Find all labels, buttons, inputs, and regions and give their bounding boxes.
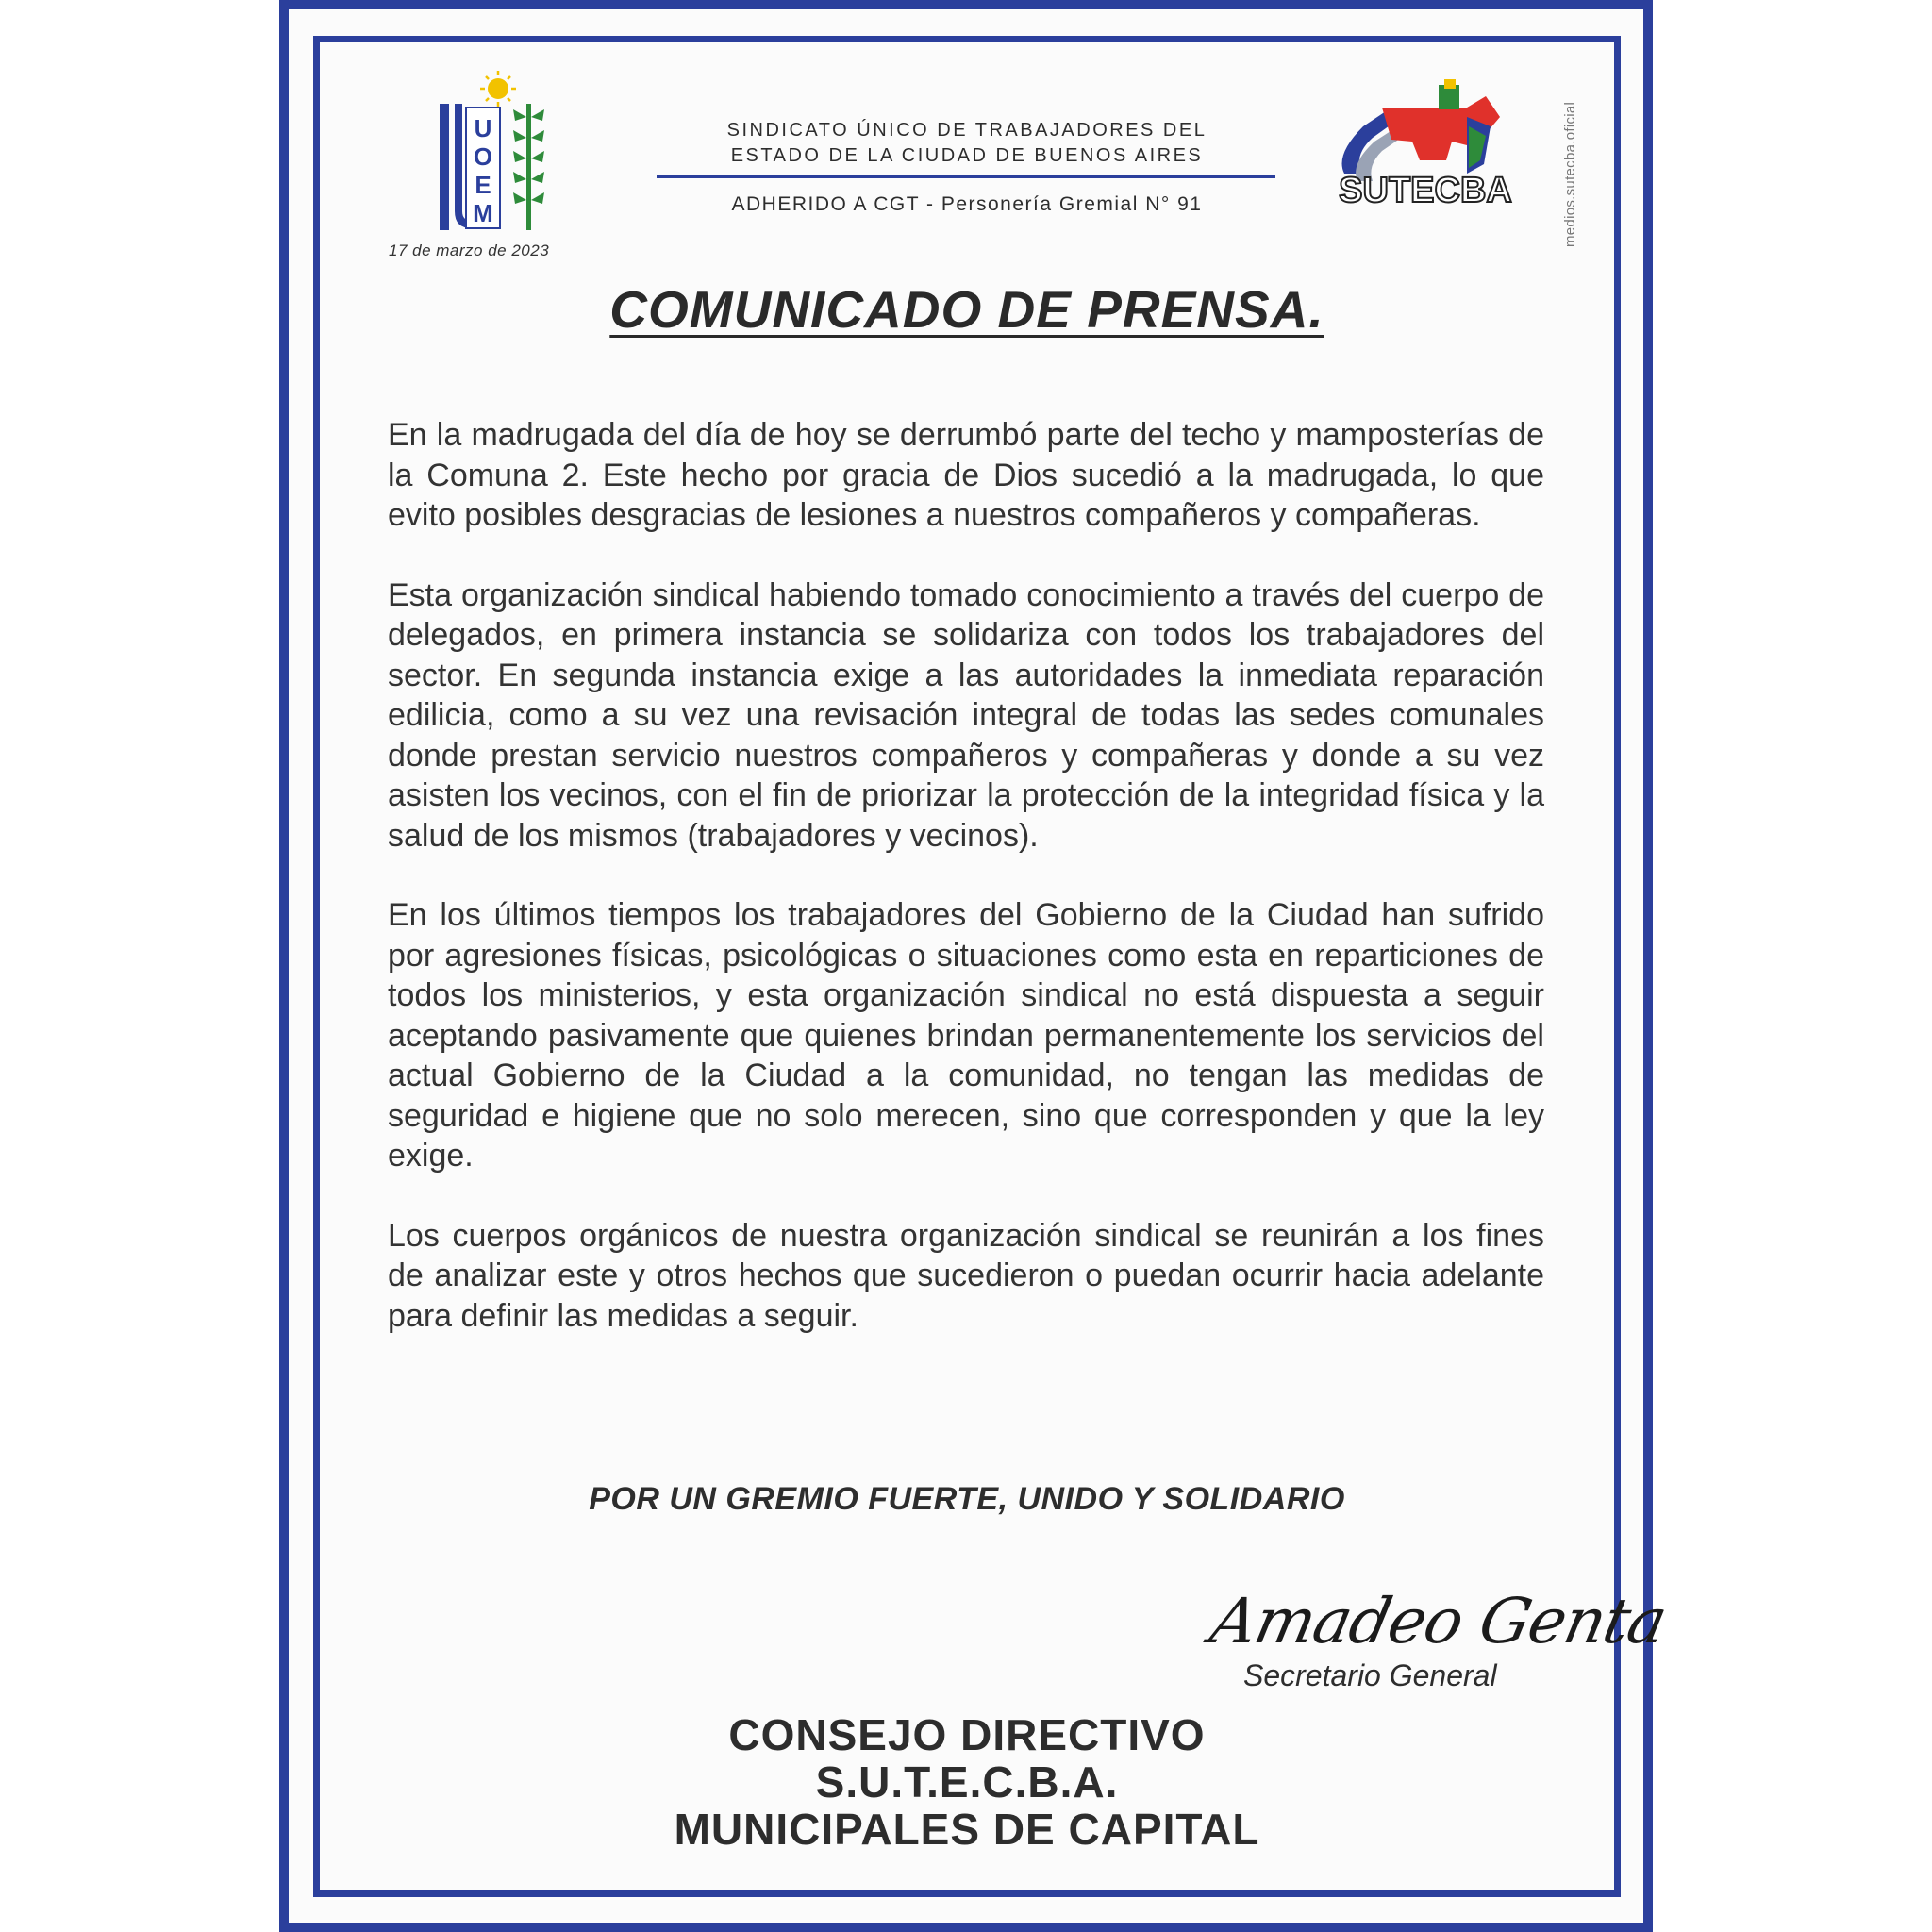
sutecba-logo-text: SUTECBA: [1339, 171, 1512, 210]
svg-text:O: O: [473, 142, 493, 171]
document-date: 17 de marzo de 2023: [389, 242, 550, 259]
org-registration: ADHERIDO A CGT - Personería Gremial N° 91: [731, 193, 1203, 215]
paragraph-2: Esta organización sindical habiendo tomado conocimiento a través del cuerpo de delegados, en primera instancia se solidariza con todos los trabajadores del sector. En segunda instancia exige a las autoridades la inmediata reparación edilicia, como a su vez una revisación integral de todas las sedes comunales donde prestan servicio nuestros compañeros y compañeras y donde a su vez asisten los vecinos, con el fin de priorizar la protección de la integridad física y la salud de los mismos (trabajadores y vecinos).: [388, 576, 1544, 854]
header-divider: [657, 175, 1275, 178]
footer-line-3: MUNICIPALES DE CAPITAL: [674, 1805, 1260, 1854]
sun-icon: [480, 71, 516, 107]
uoem-logo-icon: [436, 70, 553, 236]
footer-line-1: CONSEJO DIRECTIVO: [728, 1710, 1206, 1759]
svg-text:E: E: [475, 171, 491, 199]
paragraph-1: En la madrugada del día de hoy se derrumbó parte del techo y mamposterías de la Comuna 2. Este hecho por gracia de Dios sucedió a la madrugada, lo que evito posibles desgracias de lesiones a nuestros compañeros y compañeras.: [388, 417, 1544, 533]
svg-text:M: M: [473, 199, 493, 227]
wheat-icon: [513, 104, 544, 230]
paragraph-4: Los cuerpos orgánicos de nuestra organización sindical se reunirán a los fines de analizar este y otros hechos que sucedieron o puedan ocurrir hacia adelante para definir las medidas a seguir.: [388, 1217, 1544, 1334]
watermark-handle: medios.sutecba.oficial: [1562, 101, 1578, 247]
sutecba-logo-icon: [1325, 70, 1533, 230]
footer-line-2: S.U.T.E.C.B.A.: [815, 1757, 1119, 1807]
org-name-line-1: SINDICATO ÚNICO DE TRABAJADORES DEL: [726, 120, 1208, 141]
org-name-line-2: ESTADO DE LA CIUDAD DE BUENOS AIRES: [730, 145, 1204, 166]
body-text: [388, 415, 1544, 1375]
svg-text:U: U: [474, 114, 492, 142]
page-title: COMUNICADO DE PRENSA.: [609, 280, 1324, 339]
signature-role: Secretario General: [1243, 1658, 1497, 1692]
signature: Amadeo Genta: [1204, 1585, 1673, 1657]
motto: POR UN GREMIO FUERTE, UNIDO Y SOLIDARIO: [589, 1481, 1345, 1517]
paragraph-3: En los últimos tiempos los trabajadores del Gobierno de la Ciudad han sufrido por agresiones físicas, psicológicas o situaciones como esta en reparticiones de todos los ministerios, y esta organización sindical no está dispuesta a seguir aceptando pasivamente que quienes brindan permanentemente los servicios del actual Gobierno de la Ciudad a la comunidad, no tengan las medidas de seguridad e higiene que no solo merecen, sino que corresponden y que la ley exige.: [388, 897, 1544, 1174]
